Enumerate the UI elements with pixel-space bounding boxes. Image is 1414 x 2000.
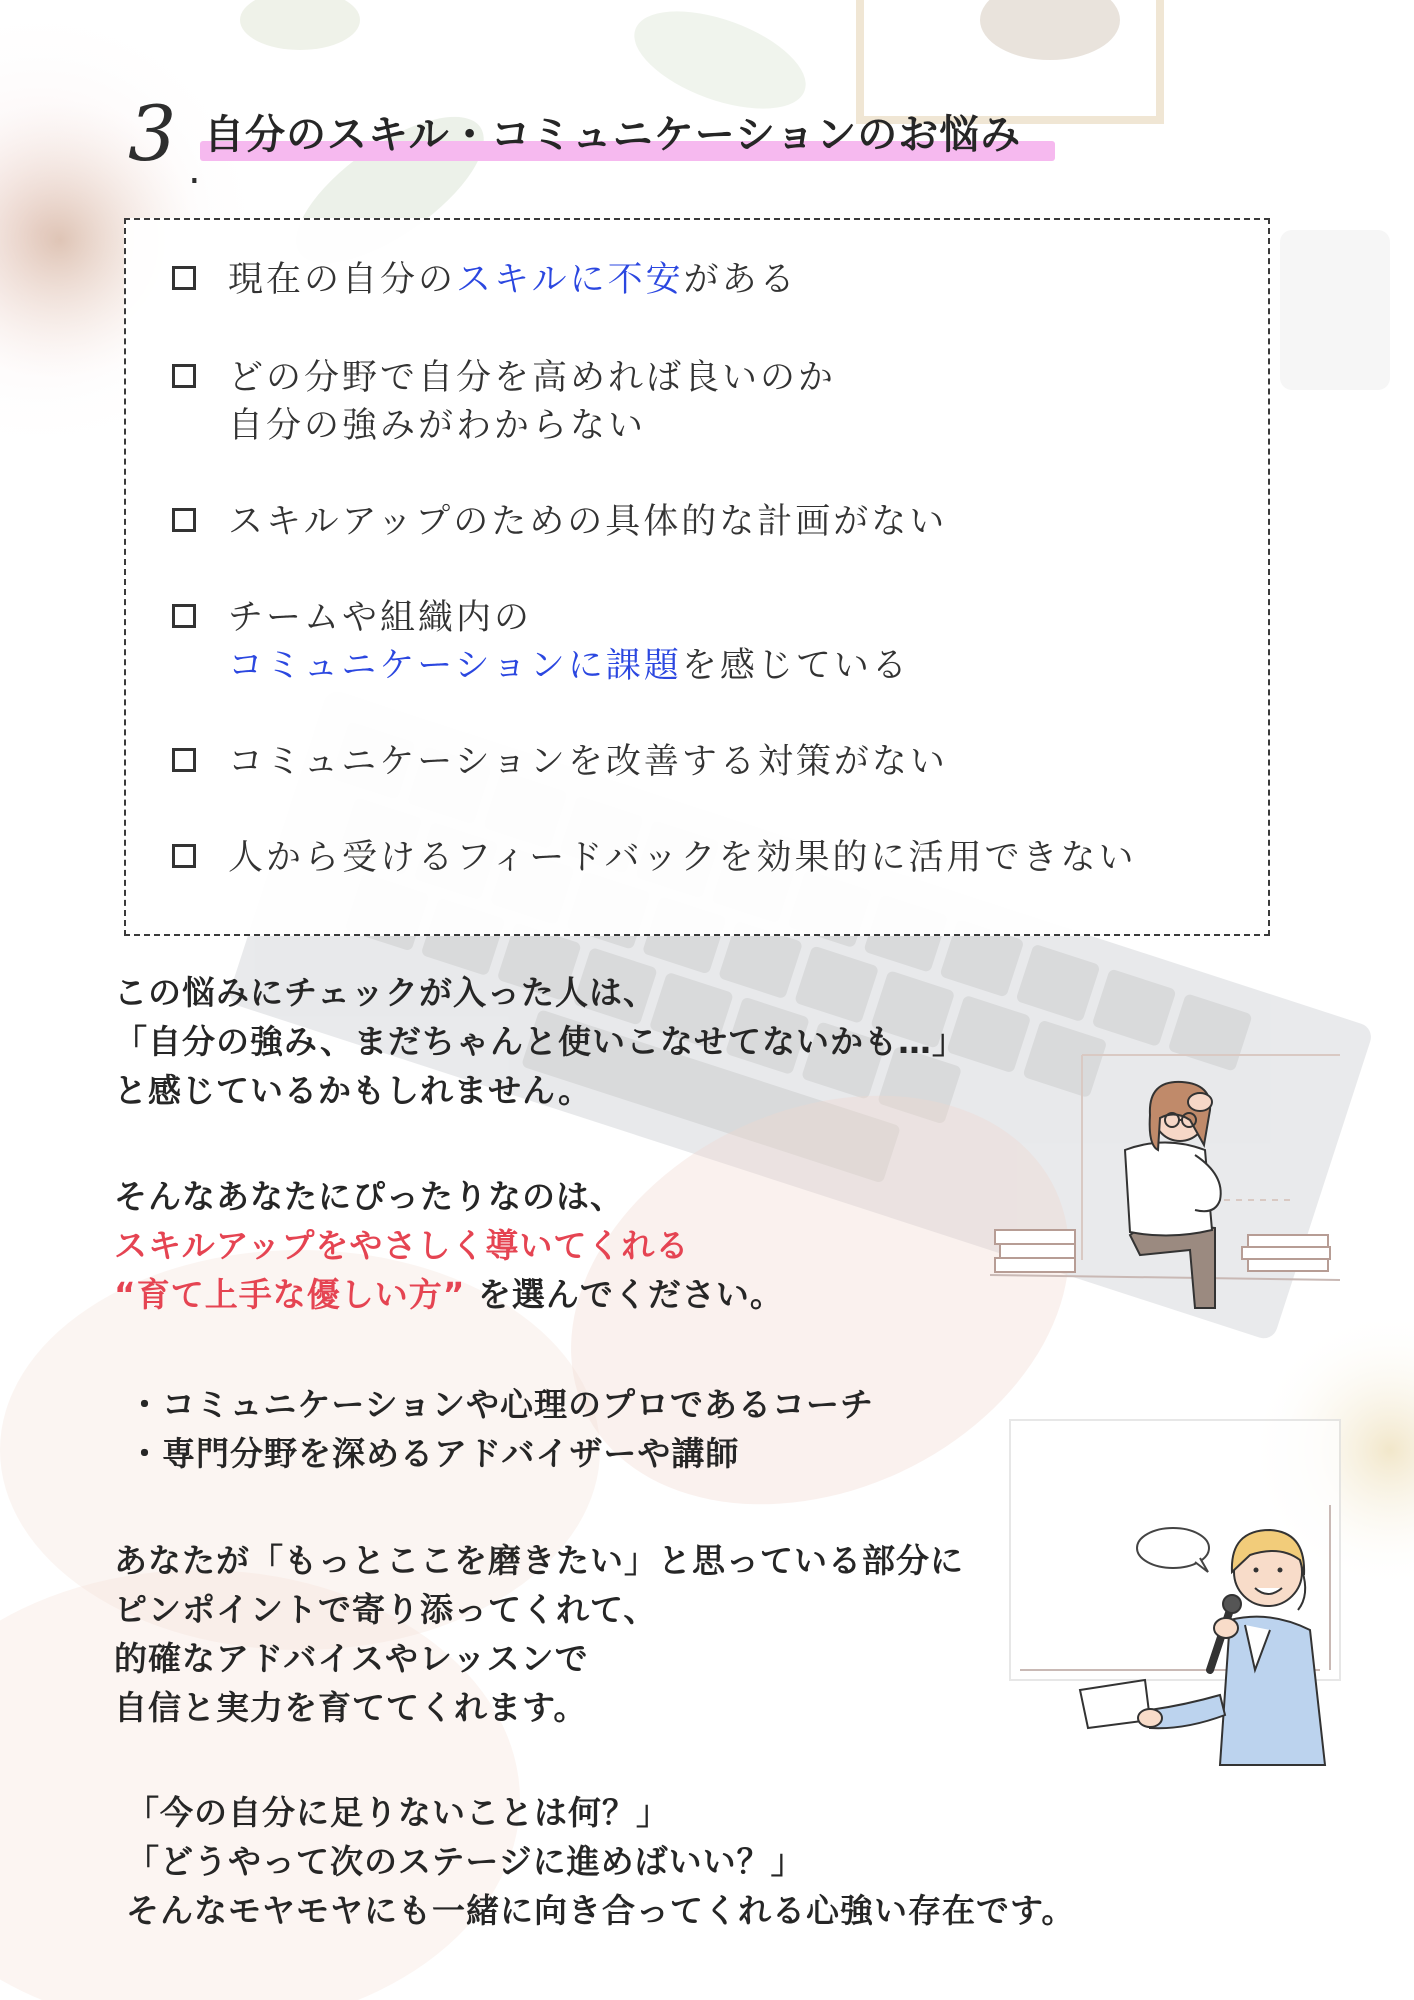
- recommend-paragraph: [114, 1172, 784, 1319]
- support-line: 自信と実力を育ててくれます。: [114, 1688, 588, 1727]
- checklist-box: [124, 218, 1270, 936]
- speaking-woman-icon: [1010, 1500, 1340, 1770]
- support-line: あなたが「もっとここを磨きたい」と思っている部分に: [114, 1541, 964, 1580]
- advisor-list-item: ・コミュニケーションや心理のプロであるコーチ: [128, 1385, 875, 1424]
- section-number: 3: [128, 89, 177, 178]
- section-title: 自分のスキル・コミュニケーションのお悩み: [204, 112, 1022, 158]
- checkbox[interactable]: [172, 508, 196, 532]
- advisor-list-item: ・専門分野を深めるアドバイザーや講師: [128, 1434, 740, 1473]
- checkbox[interactable]: [172, 844, 196, 868]
- checklist-item-text: どの分野で自分を高めれば良いのか 自分の強みがわからない: [228, 358, 837, 446]
- recommend-highlight: “育て上手な優しい方”: [114, 1275, 466, 1314]
- section-number-dot: .: [188, 147, 201, 193]
- section-header: [120, 89, 1080, 193]
- support-line: ピンポイントで寄り添ってくれて、: [114, 1590, 658, 1629]
- support-paragraph: [114, 1536, 964, 1732]
- checkbox[interactable]: [172, 266, 196, 290]
- closing-line: 「どうやって次のステージに進めばいい？」: [126, 1842, 805, 1881]
- intro-line: と感じているかもしれません。: [114, 1071, 592, 1110]
- closing-line: そんなモヤモヤにも一緒に向き合ってくれる心強い存在です。: [126, 1891, 1076, 1930]
- intro-line: この悩みにチェックが入った人は、: [114, 973, 658, 1012]
- intro-paragraph: [114, 968, 966, 1115]
- checkbox[interactable]: [172, 604, 196, 628]
- checklist-item-text: コミュニケーションを改善する対策がない: [228, 742, 948, 782]
- checkbox[interactable]: [172, 748, 196, 772]
- intro-line: 「自分の強み、まだちゃんと使いこなせてないかも…」: [114, 1022, 966, 1061]
- checklist-item-text: 現在の自分のスキルに不安がある: [228, 260, 798, 300]
- checkbox[interactable]: [172, 364, 196, 388]
- worried-woman-icon: [990, 1050, 1350, 1310]
- recommend-line: そんなあなたにぴったりなのは、: [114, 1177, 624, 1216]
- support-line: 的確なアドバイスやレッスンで: [114, 1639, 589, 1678]
- closing-paragraph: [126, 1788, 1075, 1935]
- recommend-line: “育て上手な優しい方” を選んでください。: [114, 1275, 784, 1314]
- recommend-highlight: スキルアップをやさしく導いてくれる: [114, 1226, 690, 1265]
- checklist-item-text: 人から受けるフィードバックを効果的に活用できない: [228, 838, 1137, 878]
- checklist-item-text: チームや組織内の コミュニケーションに課題を感じている: [228, 598, 910, 686]
- advisor-list: [128, 1380, 874, 1478]
- checklist-item-text: スキルアップのための具体的な計画がない: [228, 502, 948, 542]
- closing-line: 「今の自分に足りないことは何？」: [126, 1793, 670, 1832]
